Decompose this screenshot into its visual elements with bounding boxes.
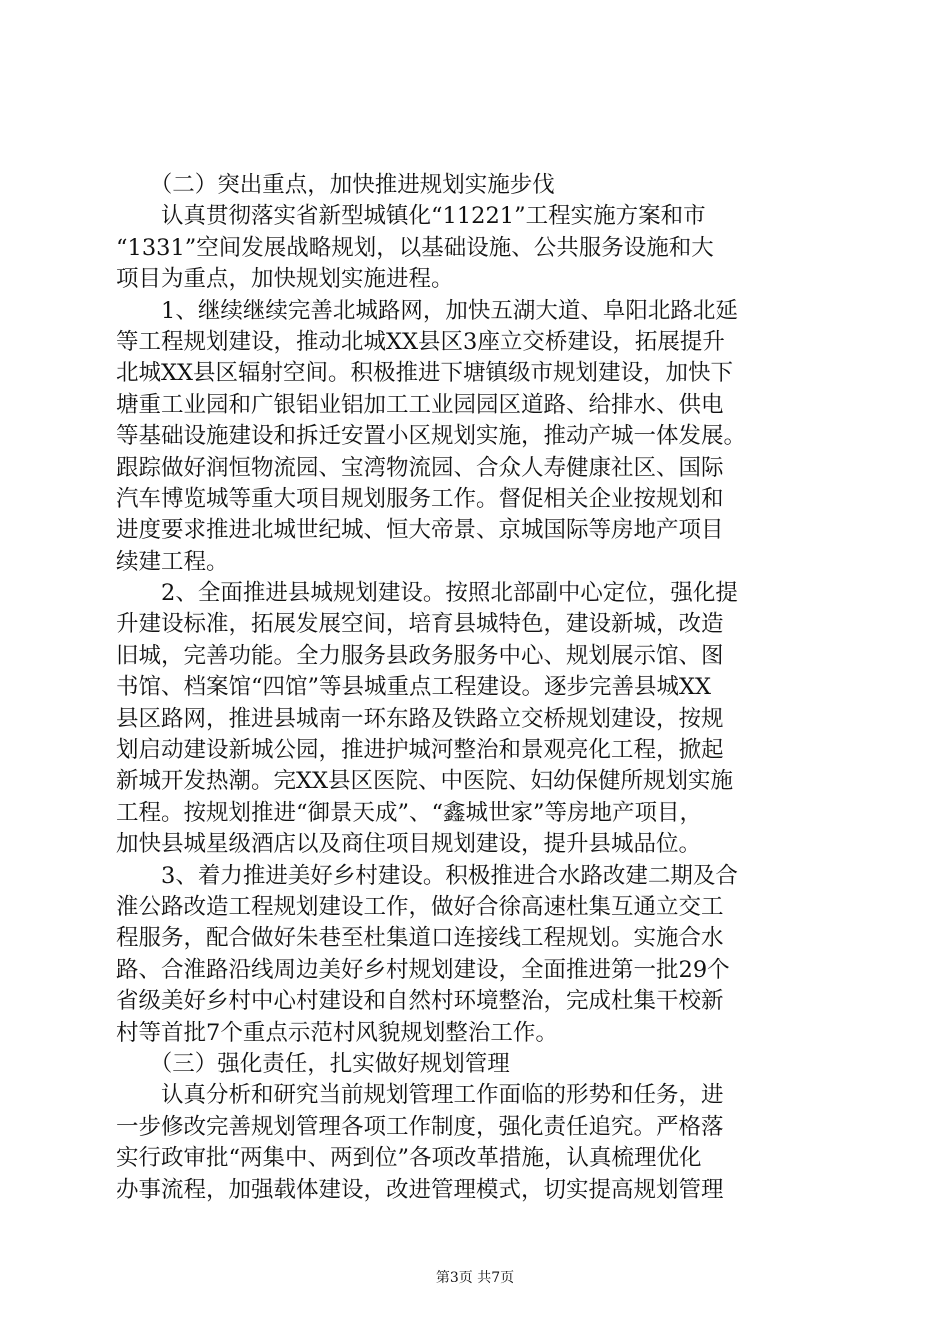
text-line: 办事流程，加强载体建设，改进管理模式，切实提高规划管理 [116, 1176, 724, 1203]
text-line: 路、合淮路沿线周边美好乡村规划建设，全面推进第一批29个 [116, 956, 730, 983]
text-line: 认真分析和研究当前规划管理工作面临的形势和任务，进 [116, 1082, 724, 1109]
text-line: 村等首批7个重点示范村风貌规划整治工作。 [116, 1019, 558, 1046]
text-line: 划启动建设新城公园，推进护城河整治和景观亮化工程，掀起 [116, 737, 724, 764]
text-line: （三）强化责任，扎实做好规划管理 [116, 1050, 510, 1077]
text-line: 2、全面推进县城规划建设。按照北部副中心定位，强化提 [116, 580, 738, 607]
page-footer: 第3页 共7页 [435, 1270, 515, 1286]
text-line: 续建工程。 [116, 548, 229, 575]
text-line: 工程。按规划推进“御景天成”、“鑫城世家”等房地产项目， [116, 799, 703, 826]
text-line: 认真贯彻落实省新型城镇化“11221”工程实施方案和市 [116, 203, 706, 230]
text-line: 跟踪做好润恒物流园、宝湾物流园、合众人寿健康社区、国际 [116, 454, 724, 481]
text-line: “1331”空间发展战略规划，以基础设施、公共服务设施和大 [116, 234, 714, 261]
text-line: 等基础设施建设和拆迁安置小区规划实施，推动产城一体发展。 [116, 423, 747, 450]
text-line: 升建设标准，拓展发展空间，培育县城特色，建设新城，改造 [116, 611, 724, 638]
text-line: 新城开发热潮。完XX县区医院、中医院、妇幼保健所规划实施 [116, 768, 734, 795]
text-line: 项目为重点，加快规划实施进程。 [116, 266, 454, 293]
text-line: 淮公路改造工程规划建设工作，做好合徐高速杜集互通立交工 [116, 893, 724, 920]
text-line: 3、着力推进美好乡村建设。积极推进合水路改建二期及合 [116, 862, 738, 889]
text-line: 塘重工业园和广银铝业铝加工工业园园区道路、给排水、供电 [116, 391, 724, 418]
text-line: 省级美好乡村中心村建设和自然村环境整治，完成杜集干校新 [116, 988, 724, 1015]
text-line: 实行政审批“两集中、两到位”各项改革措施，认真梳理优化 [116, 1145, 702, 1172]
text-line: 北城XX县区辐射空间。积极推进下塘镇级市规划建设，加快下 [116, 360, 734, 387]
text-line: 进度要求推进北城世纪城、恒大帝景、京城国际等房地产项目 [116, 517, 724, 544]
text-line: 1、继续继续完善北城路网，加快五湖大道、阜阳北路北延 [116, 297, 738, 324]
text-line: 程服务，配合做好朱巷至杜集道口连接线工程规划。实施合水 [116, 925, 724, 952]
text-line: 书馆、档案馆“四馆”等县城重点工程建设。逐步完善县城XX [116, 674, 712, 701]
text-line: 县区路网，推进县城南一环东路及铁路立交桥规划建设，按规 [116, 705, 724, 732]
document-body [116, 170, 836, 1206]
text-line: 汽车博览城等重大项目规划服务工作。督促相关企业按规划和 [116, 485, 724, 512]
text-line: 加快县城星级酒店以及商住项目规划建设，提升县城品位。 [116, 831, 702, 858]
text-line: （二）突出重点，加快推进规划实施步伐 [116, 172, 555, 198]
text-line: 一步修改完善规划管理各项工作制度，强化责任追究。严格落 [116, 1113, 724, 1140]
text-line: 等工程规划建设，推动北城XX县区3座立交桥建设，拓展提升 [116, 328, 725, 355]
text-line: 旧城，完善功能。全力服务县政务服务中心、规划展示馆、图 [116, 642, 724, 669]
